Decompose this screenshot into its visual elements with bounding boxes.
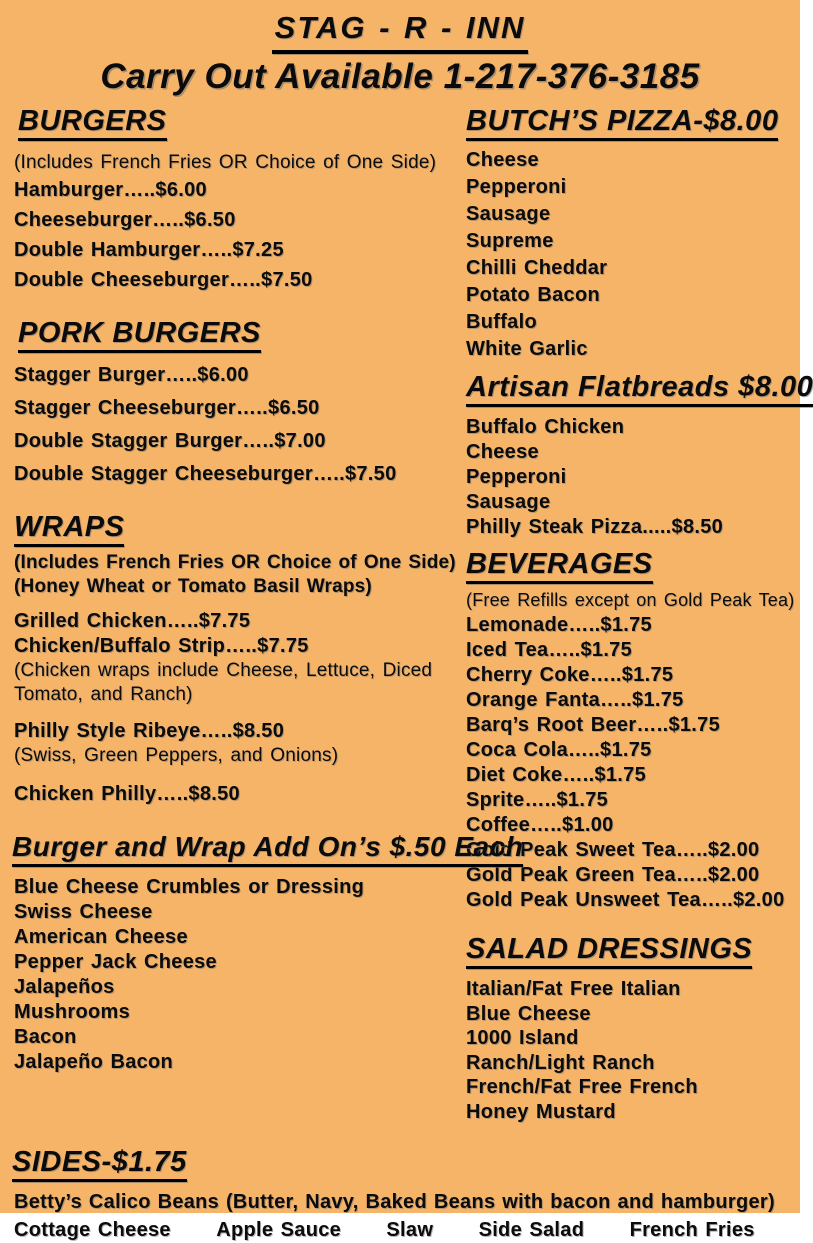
pizza-item: Chilli Cheddar <box>466 257 608 279</box>
pork-burgers-item: Double Stagger Burger…..$7.00 <box>14 430 326 452</box>
section-wraps <box>14 511 466 807</box>
add-ons-item: Pepper Jack Cheese <box>14 951 217 973</box>
wraps-note-bread: (Honey Wheat or Tomato Basil Wraps) <box>14 576 372 597</box>
sides-title: SIDES-$1.75 <box>12 1146 187 1182</box>
side-item: Side Salad <box>478 1219 585 1241</box>
beverage-item: Orange Fanta…..$1.75 <box>466 689 684 711</box>
wraps-item: Philly Style Ribeye…..$8.50 <box>14 720 285 742</box>
sides-beans-line: Betty’s Calico Beans (Butter, Navy, Baked Beans with bacon and hamburger) <box>14 1191 775 1213</box>
burgers-item: Cheeseburger…..$6.50 <box>14 209 236 231</box>
beverage-item: Coca Cola…..$1.75 <box>466 739 652 761</box>
add-ons-item: Mushrooms <box>14 1001 131 1023</box>
flatbreads-title: Artisan Flatbreads $8.00 <box>466 371 813 407</box>
pizza-item: Supreme <box>466 230 554 252</box>
add-ons-item: Jalapeño Bacon <box>14 1051 174 1073</box>
pork-burgers-item: Stagger Cheeseburger…..$6.50 <box>14 397 320 419</box>
pizza-item: Cheese <box>466 149 539 171</box>
sides-row <box>14 1217 786 1243</box>
side-item: Apple Sauce <box>216 1219 342 1241</box>
burgers-item: Double Cheeseburger…..$7.50 <box>14 269 313 291</box>
beverage-item: Gold Peak Sweet Tea…..$2.00 <box>466 839 760 861</box>
page-title: STAG - R - INN <box>272 7 529 54</box>
wraps-note-sides: (Includes French Fries OR Choice of One Side) <box>14 552 456 573</box>
flatbread-item: Pepperoni <box>466 466 567 488</box>
pizza-item: Potato Bacon <box>466 284 600 306</box>
section-sides <box>0 1146 800 1243</box>
pizza-item: Pepperoni <box>466 176 567 198</box>
dressing-item: Ranch/Light Ranch <box>466 1051 655 1074</box>
beverages-title: BEVERAGES <box>466 548 653 584</box>
right-column <box>466 103 813 1124</box>
wraps-item: Grilled Chicken…..$7.75 <box>14 610 251 632</box>
burgers-item: Hamburger…..$6.00 <box>14 179 207 201</box>
beverages-note: (Free Refills except on Gold Peak Tea) <box>466 590 795 610</box>
beverage-item: Diet Coke…..$1.75 <box>466 764 647 786</box>
burgers-title: BURGERS <box>18 105 167 141</box>
menu-header <box>0 0 800 99</box>
carryout-phone-line: Carry Out Available 1-217-376-3185 <box>100 57 700 96</box>
add-ons-item: American Cheese <box>14 926 188 948</box>
chicken-wrap-note: (Chicken wraps include Cheese, Lettuce, Diced Tomato, and Ranch) <box>14 660 433 705</box>
wraps-item: Chicken Philly…..$8.50 <box>14 783 240 805</box>
side-item: French Fries <box>629 1219 755 1241</box>
dressing-item: French/Fat Free French <box>466 1076 698 1098</box>
add-ons-item: Jalapeños <box>14 976 115 998</box>
pork-burgers-title: PORK BURGERS <box>18 317 261 353</box>
pork-burgers-item: Stagger Burger…..$6.00 <box>14 364 249 386</box>
beverage-item: Sprite…..$1.75 <box>466 789 609 811</box>
beverage-item: Gold Peak Unsweet Tea…..$2.00 <box>466 889 785 911</box>
add-ons-item: Swiss Cheese <box>14 901 153 923</box>
beverage-item: Cherry Coke…..$1.75 <box>466 664 674 686</box>
flatbread-item: Philly Steak Pizza.....$8.50 <box>466 516 724 538</box>
flatbread-item: Cheese <box>466 441 539 463</box>
pizza-item: Sausage <box>466 203 551 225</box>
section-butchs-pizza <box>466 103 786 363</box>
burgers-note: (Includes French Fries OR Choice of One Side) <box>14 152 437 173</box>
section-pork-burgers <box>14 317 466 491</box>
pork-burgers-item: Double Stagger Cheeseburger…..$7.50 <box>14 463 397 485</box>
burgers-item: Double Hamburger…..$7.25 <box>14 239 284 261</box>
butchs-pizza-title: BUTCH’S PIZZA-$8.00 <box>466 105 778 141</box>
pizza-item: Buffalo <box>466 311 537 333</box>
add-ons-item: Bacon <box>14 1026 77 1048</box>
menu-columns <box>0 99 813 1124</box>
pizza-item: White Garlic <box>466 338 588 360</box>
side-item: Cottage Cheese <box>14 1219 171 1241</box>
section-salad-dressings <box>466 933 786 1124</box>
wraps-item: Chicken/Buffalo Strip…..$7.75 <box>14 635 309 657</box>
ribeye-note: (Swiss, Green Peppers, and Onions) <box>14 745 339 766</box>
beverage-item: Gold Peak Green Tea…..$2.00 <box>466 864 760 886</box>
beverage-item: Barq’s Root Beer…..$1.75 <box>466 714 720 736</box>
flatbread-item: Sausage <box>466 491 551 513</box>
section-burgers <box>14 103 466 295</box>
beverage-item: Lemonade…..$1.75 <box>466 614 652 636</box>
beverage-item: Coffee…..$1.00 <box>466 814 614 836</box>
wraps-title: WRAPS <box>14 511 124 547</box>
beverage-item: Iced Tea…..$1.75 <box>466 639 633 661</box>
side-item: Slaw <box>386 1219 434 1241</box>
dressing-item: Italian/Fat Free Italian <box>466 978 681 1000</box>
salad-dressings-title: SALAD DRESSINGS <box>466 933 752 969</box>
flatbread-item: Buffalo Chicken <box>466 416 625 438</box>
dressing-item: 1000 Island <box>466 1027 579 1049</box>
add-ons-item: Blue Cheese Crumbles or Dressing <box>14 876 365 898</box>
section-flatbreads <box>466 371 813 540</box>
add-ons-title: Burger and Wrap Add On’s $.50 Each <box>12 831 523 867</box>
dressing-item: Honey Mustard <box>466 1100 616 1123</box>
dressing-item: Blue Cheese <box>466 1002 591 1025</box>
